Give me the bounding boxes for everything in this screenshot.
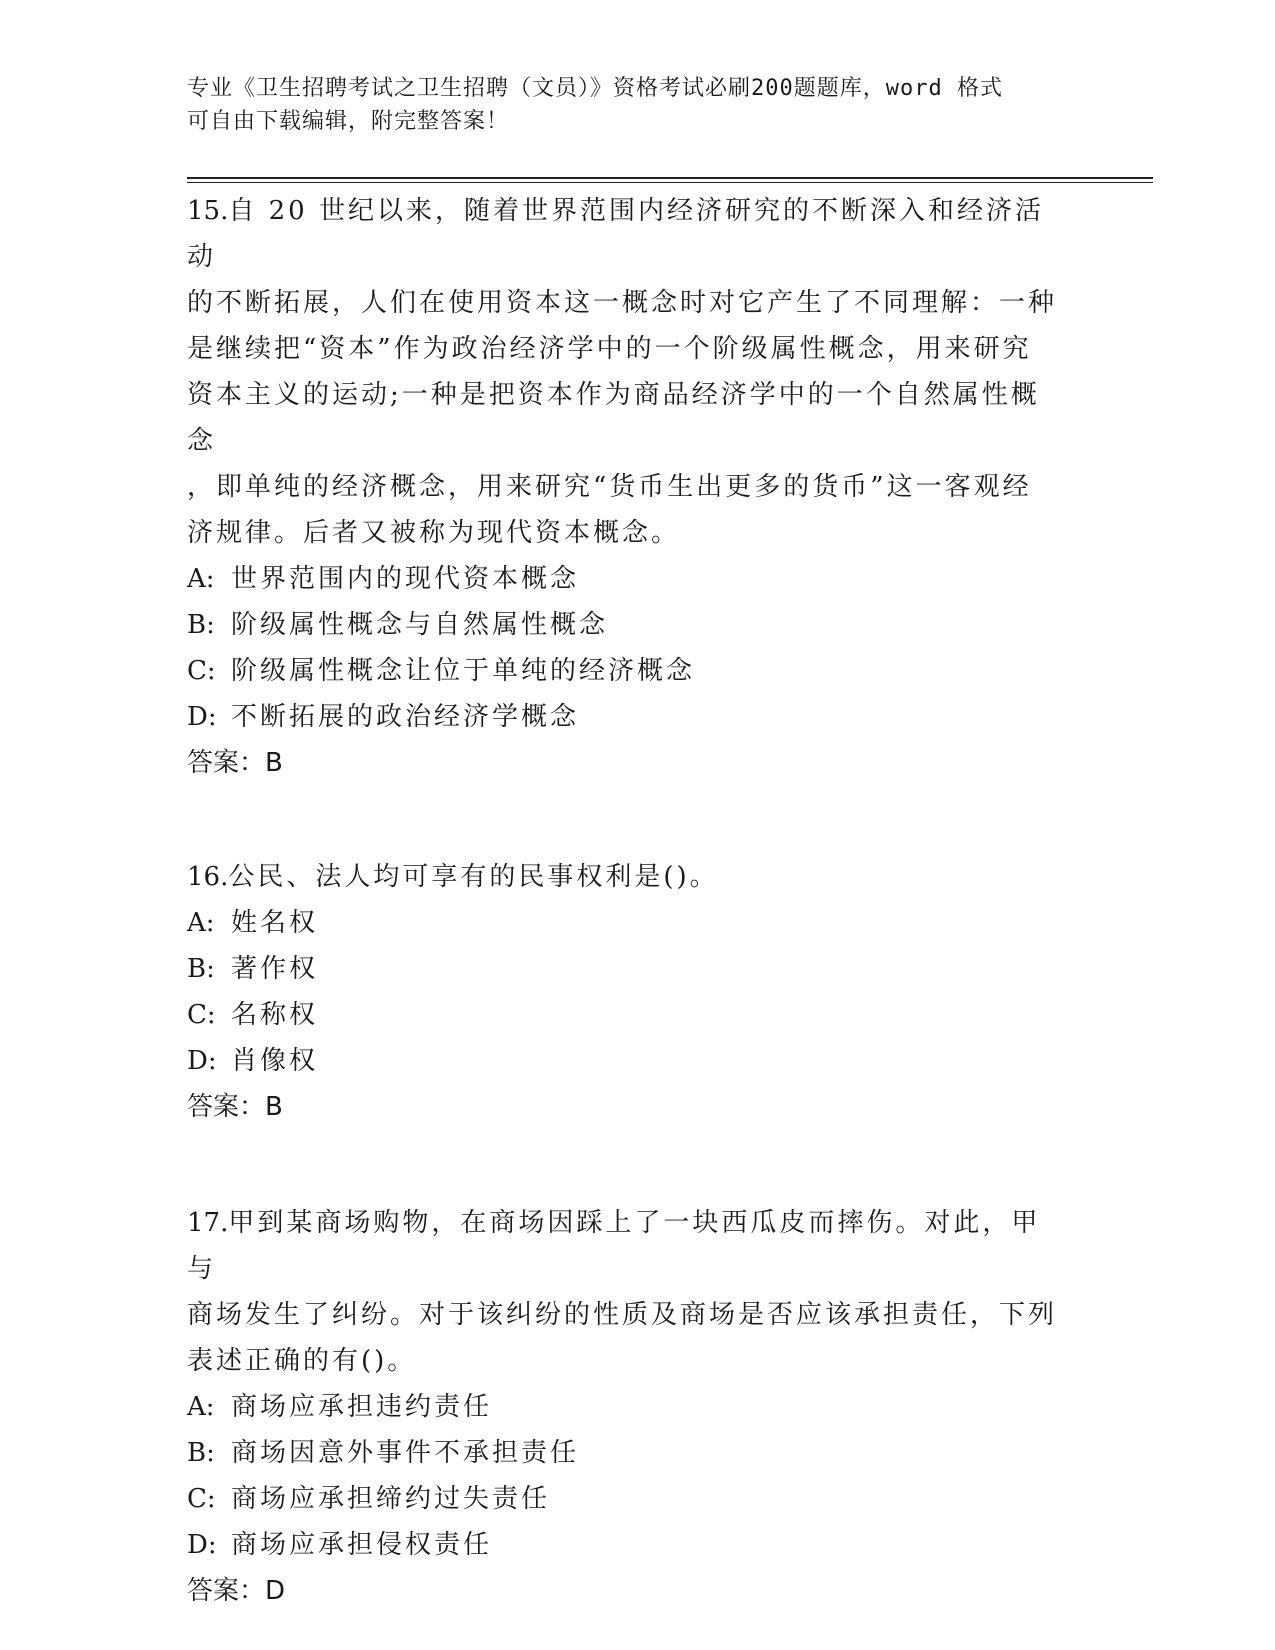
header-divider-thick [187,177,1153,179]
option-text: 著作权 [231,954,319,984]
option-key: B: [187,610,215,640]
option-d [187,694,1067,740]
question-17 [187,1200,1067,1614]
option-b [187,1430,1067,1476]
option-text: 姓名权 [231,908,319,938]
option-key: A: [187,564,215,594]
page-header [187,72,1087,138]
option-text: 商场因意外事件不承担责任 [231,1438,580,1468]
question-number: 17. [187,1208,229,1238]
header-divider-thin [187,182,1153,183]
question-text-line: 济规律。后者又被称为现代资本概念。 [187,518,681,548]
option-text: 商场应承担违约责任 [231,1392,493,1422]
question-list [187,188,1067,1614]
option-key: C: [187,1000,216,1030]
question-text-line: 17.甲到某商场购物，在商场因踩上了一块西瓜皮而摔伤。对此，甲与 [187,1208,1041,1284]
question-number: 15. [187,196,229,226]
answer-label: 答案：B [187,748,283,778]
question-text-line: 是继续把“资本”作为政治经济学中的一个阶级属性概念，用来研究 [187,334,1032,364]
option-a [187,556,1067,602]
question-gap [187,786,1067,854]
question-15 [187,188,1067,786]
option-key: C: [187,1484,216,1514]
option-c [187,992,1067,1038]
question-text-line: 商场发生了纠纷。对于该纠纷的性质及商场是否应该承担责任，下列 [187,1300,1058,1330]
header-line-1: 专业《卫生招聘考试之卫生招聘（文员）》资格考试必刷200题题库，word 格式 [187,76,1003,101]
option-key: A: [187,908,215,938]
option-a [187,900,1067,946]
option-key: C: [187,656,216,686]
option-text: 名称权 [231,1000,319,1030]
question-text-line: 16.公民、法人均可享有的民事权利是()。 [187,862,719,892]
header-line-2: 可自由下载编辑，附完整答案！ [187,109,510,134]
question-number: 16. [187,862,229,892]
option-key: B: [187,1438,215,1468]
option-text: 阶级属性概念与自然属性概念 [231,610,609,640]
option-a [187,1384,1067,1430]
option-text: 肖像权 [231,1046,319,1076]
option-text: 不断拓展的政治经济学概念 [231,702,580,732]
option-key: D: [187,1530,217,1560]
question-text-line: 15.自 20 世纪以来，随着世界范围内经济研究的不断深入和经济活动 [187,196,1044,272]
question-16 [187,854,1067,1130]
question-text-line: 表述正确的有()。 [187,1346,417,1376]
answer-label: 答案：B [187,1092,283,1122]
option-text: 商场应承担缔约过失责任 [231,1484,551,1514]
question-text-line: ，即单纯的经济概念，用来研究“货币生出更多的货币”这一客观经 [187,472,1032,502]
option-b [187,602,1067,648]
option-b [187,946,1067,992]
answer-label: 答案：D [187,1576,286,1606]
question-gap [187,1130,1067,1200]
option-key: D: [187,1046,217,1076]
option-text: 世界范围内的现代资本概念 [231,564,580,594]
option-key: B: [187,954,215,984]
option-text: 阶级属性概念让位于单纯的经济概念 [231,656,696,686]
question-text-line: 的不断拓展，人们在使用资本这一概念时对它产生了不同理解：一种 [187,288,1058,318]
option-c [187,1476,1067,1522]
option-d [187,1522,1067,1568]
option-d [187,1038,1067,1084]
option-c [187,648,1067,694]
option-text: 商场应承担侵权责任 [231,1530,493,1560]
option-key: D: [187,702,217,732]
option-key: A: [187,1392,215,1422]
question-text-line: 资本主义的运动;一种是把资本作为商品经济学中的一个自然属性概念 [187,380,1040,456]
